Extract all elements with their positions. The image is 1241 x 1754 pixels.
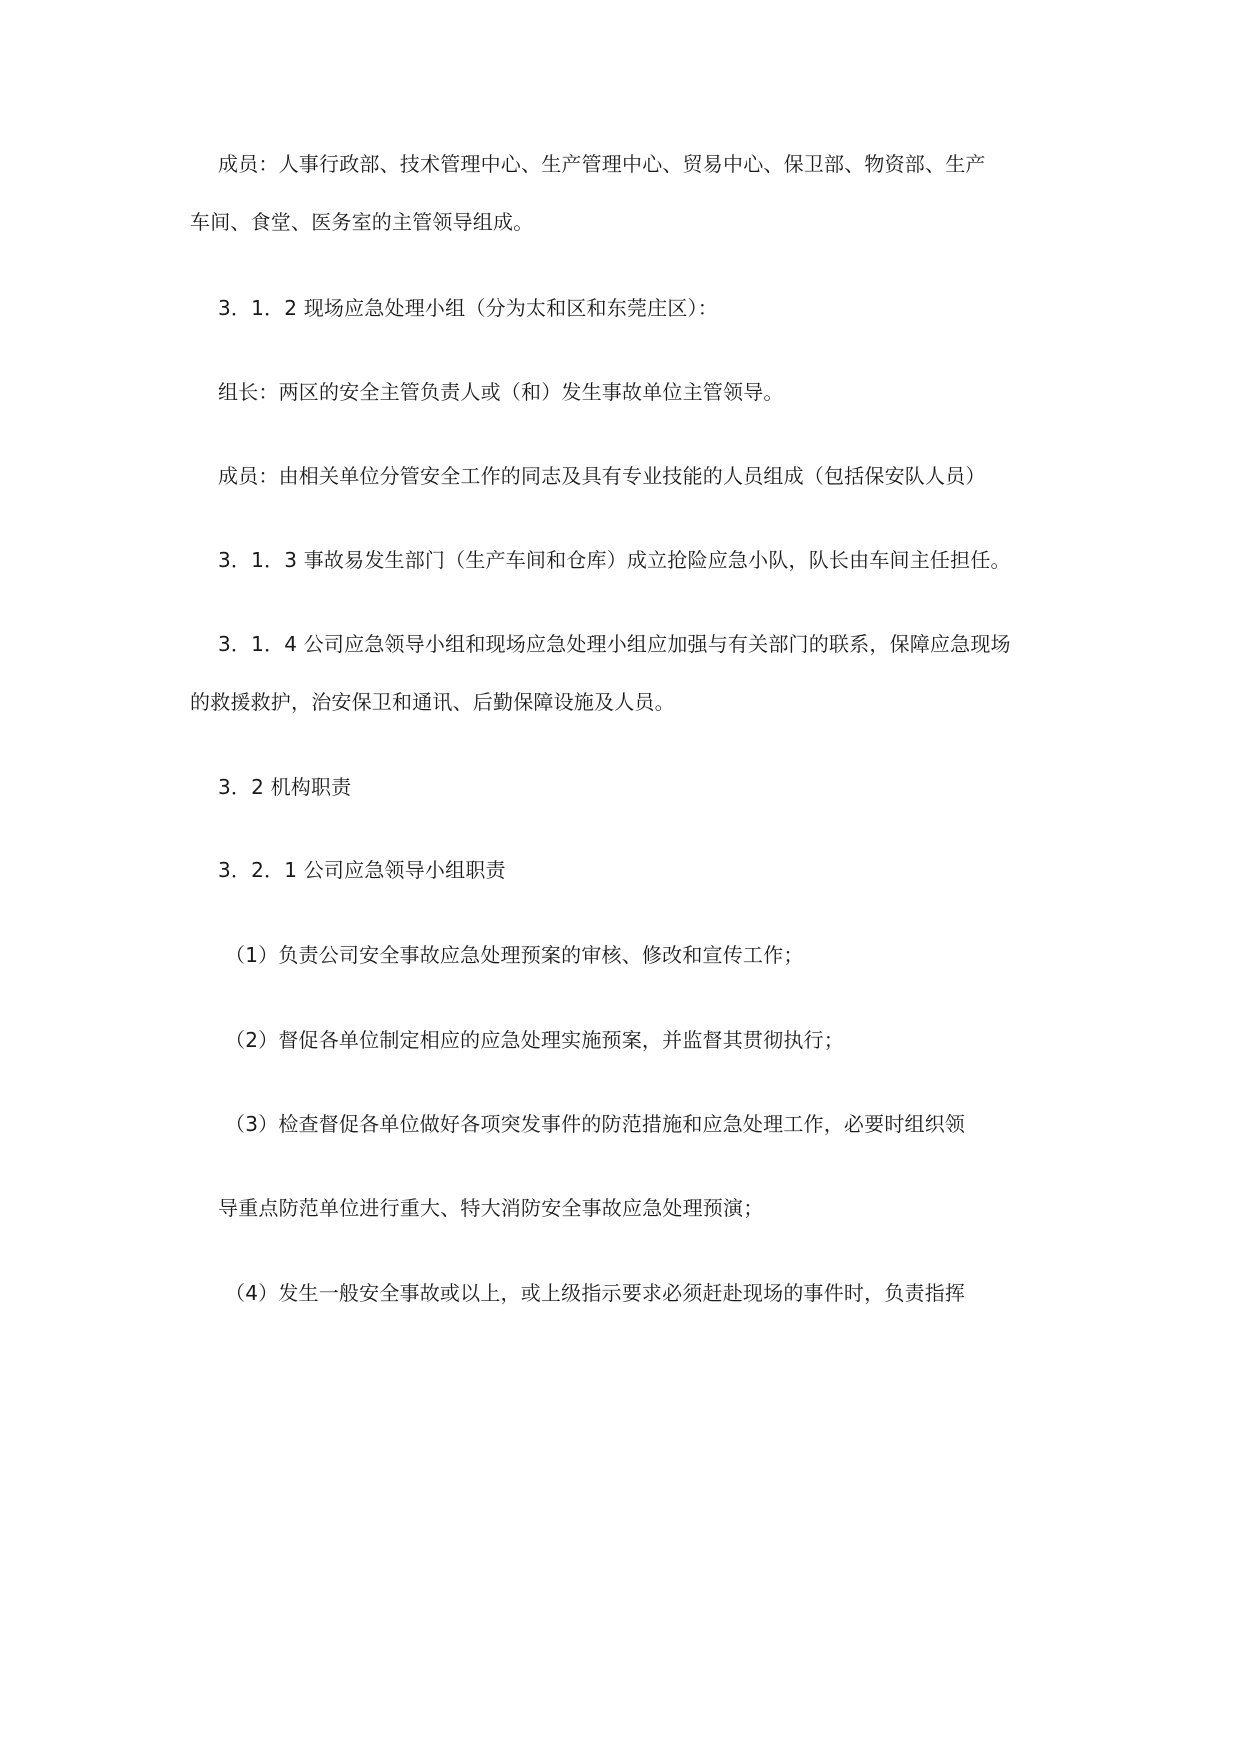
- paragraph-line: 成员：人事行政部、技术管理中心、生产管理中心、贸易中心、保卫部、物资部、生产: [218, 152, 986, 176]
- paragraph-line: 成员：由相关单位分管安全工作的同志及具有专业技能的人员组成（包括保安队人员）: [218, 464, 986, 488]
- paragraph-line: 车间、食堂、医务室的主管领导组成。: [190, 210, 534, 234]
- list-item: （1）负责公司安全事故应急处理预案的审核、修改和宣传工作；: [225, 943, 804, 967]
- section-heading-3-2-1: 3．2．1 公司应急领导小组职责: [218, 858, 506, 882]
- section-heading-3-1-3: 3．1．3 事故易发生部门（生产车间和仓库）成立抢险应急小队，队长由车间主任担任。: [218, 548, 1011, 572]
- paragraph-line: 组长：两区的安全主管负责人或（和）发生事故单位主管领导。: [218, 380, 784, 404]
- section-heading-3-1-4: 3．1．4 公司应急领导小组和现场应急处理小组应加强与有关部门的联系，保障应急现场: [218, 632, 1011, 656]
- list-item: （3）检查督促各单位做好各项突发事件的防范措施和应急处理工作，必要时组织领: [225, 1112, 966, 1136]
- list-item-continuation: 导重点防范单位进行重大、特大消防安全事故应急处理预演；: [218, 1196, 764, 1220]
- list-item: （4）发生一般安全事故或以上，或上级指示要求必须赶赴现场的事件时，负责指挥: [225, 1281, 966, 1305]
- paragraph-line: 的救援救护，治安保卫和通讯、后勤保障设施及人员。: [190, 690, 675, 714]
- section-heading-3-1-2: 3．1．2 现场应急处理小组（分为太和区和东莞庄区）：: [218, 296, 718, 320]
- section-heading-3-2: 3．2 机构职责: [218, 775, 352, 799]
- list-item: （2）督促各单位制定相应的应急处理实施预案，并监督其贯彻执行；: [225, 1028, 844, 1052]
